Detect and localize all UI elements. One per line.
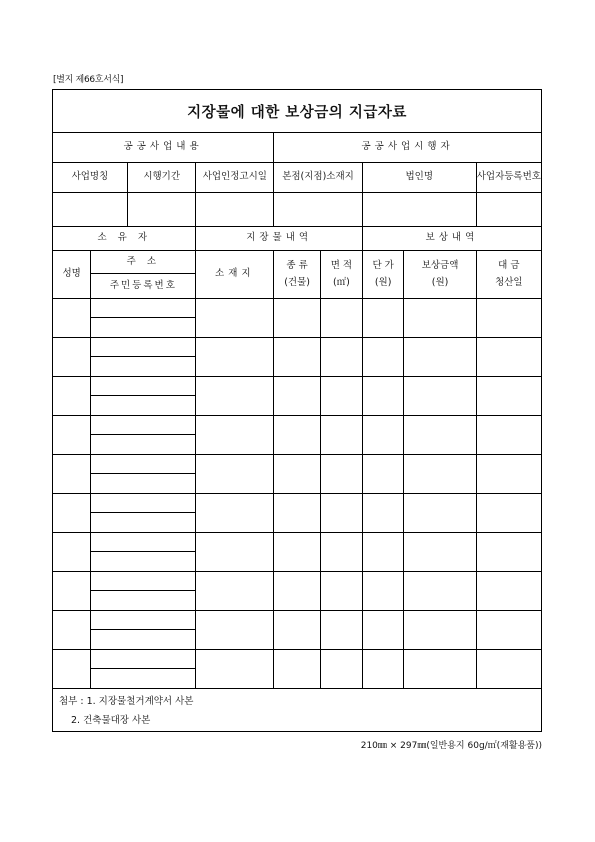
project-period-field[interactable]	[127, 192, 196, 226]
address-resident-cell	[91, 493, 196, 532]
record-row	[53, 493, 541, 532]
type-cell[interactable]	[274, 610, 321, 649]
address-resident-split	[91, 611, 195, 649]
amount-cell[interactable]	[404, 493, 476, 532]
address-resident-cell	[91, 532, 196, 571]
unit-price-cell[interactable]	[362, 610, 404, 649]
resident-no-field[interactable]	[91, 591, 195, 610]
record-row	[53, 532, 541, 571]
address-resident-split	[91, 299, 195, 337]
unit-price-cell[interactable]	[362, 454, 404, 493]
address-resident-split	[91, 494, 195, 532]
type-cell[interactable]	[274, 298, 321, 337]
amount-cell[interactable]	[404, 571, 476, 610]
type-header-line1: 종 류	[286, 260, 308, 272]
pay-date-cell[interactable]	[476, 454, 541, 493]
type-cell[interactable]	[274, 493, 321, 532]
area-cell[interactable]	[321, 610, 363, 649]
resident-no-field[interactable]	[91, 630, 195, 649]
unit-price-header-line2: (원)	[374, 276, 392, 288]
form-table	[53, 132, 541, 733]
record-row	[53, 298, 541, 337]
address-resident-split	[91, 533, 195, 571]
type-cell[interactable]	[274, 454, 321, 493]
unit-price-header	[362, 250, 404, 298]
address-resident-split	[91, 416, 195, 454]
public-project-content-header: 공공사업내용	[53, 132, 274, 162]
area-cell[interactable]	[321, 649, 363, 688]
record-row	[53, 649, 541, 688]
unit-price-cell[interactable]	[362, 298, 404, 337]
project-name-header: 사업명칭	[53, 162, 127, 192]
owner-address-field[interactable]	[91, 494, 195, 513]
address-resident-cell	[91, 298, 196, 337]
area-cell[interactable]	[321, 454, 363, 493]
address-resident-cell	[91, 649, 196, 688]
pay-date-cell[interactable]	[476, 337, 541, 376]
unit-price-cell[interactable]	[362, 532, 404, 571]
resident-no-field[interactable]	[91, 435, 195, 454]
area-header-line2: (㎡)	[332, 276, 350, 288]
amount-header	[404, 250, 476, 298]
location-cell[interactable]	[196, 298, 274, 337]
business-reg-no-header: 사업자등록번호	[476, 162, 541, 192]
record-row	[53, 571, 541, 610]
owner-address-field[interactable]	[91, 455, 195, 474]
record-row	[53, 376, 541, 415]
owner-name-cell[interactable]	[53, 493, 91, 532]
amount-cell[interactable]	[404, 610, 476, 649]
owner-name-cell[interactable]	[53, 415, 91, 454]
project-period-header: 시행기간	[127, 162, 196, 192]
area-header-line1: 면 적	[330, 260, 353, 272]
address-resident-cell	[91, 454, 196, 493]
amount-cell[interactable]	[404, 649, 476, 688]
form-title: 지장물에 대한 보상금의 지급자료	[187, 104, 407, 121]
address-header: 주 소	[126, 256, 161, 268]
record-row	[53, 454, 541, 493]
address-resident-cell	[91, 376, 196, 415]
attachments-note	[53, 688, 541, 733]
owner-address-field[interactable]	[91, 377, 195, 396]
type-header-line2: (건물)	[284, 276, 310, 288]
owner-name-cell[interactable]	[53, 610, 91, 649]
owner-address-field[interactable]	[91, 611, 195, 630]
address-resident-split	[91, 377, 195, 415]
title-row	[53, 90, 541, 133]
unit-price-cell[interactable]	[362, 571, 404, 610]
unit-price-cell[interactable]	[362, 376, 404, 415]
obstacle-section-header: 지장물내역	[196, 226, 362, 250]
approval-date-field[interactable]	[196, 192, 274, 226]
type-cell[interactable]	[274, 649, 321, 688]
pay-date-cell[interactable]	[476, 415, 541, 454]
unit-price-cell[interactable]	[362, 649, 404, 688]
area-cell[interactable]	[321, 337, 363, 376]
amount-cell[interactable]	[404, 337, 476, 376]
resident-no-field[interactable]	[91, 474, 195, 493]
unit-price-cell[interactable]	[362, 415, 404, 454]
hq-location-field[interactable]	[274, 192, 363, 226]
amount-cell[interactable]	[404, 298, 476, 337]
unit-price-cell[interactable]	[362, 493, 404, 532]
record-row	[53, 415, 541, 454]
type-cell[interactable]	[274, 532, 321, 571]
address-resident-split	[91, 572, 195, 610]
location-header: 소재지	[196, 250, 274, 298]
amount-header-line2: (원)	[431, 276, 449, 288]
area-cell[interactable]	[321, 532, 363, 571]
type-cell[interactable]	[274, 415, 321, 454]
owner-name-cell[interactable]	[53, 571, 91, 610]
corporation-name-header: 법인명	[362, 162, 476, 192]
address-resident-split	[91, 455, 195, 493]
pay-date-cell[interactable]	[476, 532, 541, 571]
area-cell[interactable]	[321, 493, 363, 532]
owner-address-field[interactable]	[91, 338, 195, 357]
owner-name-cell[interactable]	[53, 454, 91, 493]
owner-address-field[interactable]	[91, 533, 195, 552]
owner-name-cell[interactable]	[53, 649, 91, 688]
location-cell[interactable]	[196, 376, 274, 415]
resident-no-field[interactable]	[91, 669, 195, 688]
form-number-label: [별지 제66호서식]	[53, 75, 124, 85]
location-cell[interactable]	[196, 415, 274, 454]
area-cell[interactable]	[321, 571, 363, 610]
resident-no-field[interactable]	[91, 396, 195, 415]
type-cell[interactable]	[274, 571, 321, 610]
address-resident-cell	[91, 610, 196, 649]
amount-cell[interactable]	[404, 454, 476, 493]
pay-date-cell[interactable]	[476, 571, 541, 610]
address-resident-split	[91, 650, 195, 688]
type-header	[274, 250, 321, 298]
amount-header-line1: 보상금액	[421, 260, 459, 272]
unit-price-cell[interactable]	[362, 337, 404, 376]
pay-date-cell[interactable]	[476, 649, 541, 688]
public-project-operator-header: 공공사업시행자	[274, 132, 541, 162]
amount-cell[interactable]	[404, 415, 476, 454]
type-cell[interactable]	[274, 337, 321, 376]
address-resident-split	[91, 338, 195, 376]
resident-no-field[interactable]	[91, 552, 195, 571]
location-cell[interactable]	[196, 493, 274, 532]
compensation-section-header: 보상내역	[362, 226, 541, 250]
paper-spec-footer: 210㎜ × 297㎜(일반용지 60g/㎡(재활용품))	[360, 741, 542, 751]
project-name-field[interactable]	[53, 192, 127, 226]
pay-date-cell[interactable]	[476, 298, 541, 337]
location-cell[interactable]	[196, 454, 274, 493]
location-cell[interactable]	[196, 610, 274, 649]
owner-address-field[interactable]	[91, 416, 195, 435]
corporation-name-field[interactable]	[362, 192, 476, 226]
amount-cell[interactable]	[404, 532, 476, 571]
owner-name-cell[interactable]	[53, 376, 91, 415]
location-cell[interactable]	[196, 337, 274, 376]
owner-address-field[interactable]	[91, 299, 195, 318]
approval-date-header: 사업인정고시일	[196, 162, 274, 192]
pay-date-header	[476, 250, 541, 298]
address-resident-header	[91, 251, 195, 298]
attachment-line-2: 2. 건축물대장 사본	[71, 714, 151, 726]
owner-address-field[interactable]	[91, 572, 195, 591]
resident-no-header: 주민등록번호	[91, 274, 195, 298]
resident-no-field[interactable]	[91, 513, 195, 532]
record-row	[53, 337, 541, 376]
area-cell[interactable]	[321, 415, 363, 454]
pay-date-header-line2: 청산일	[495, 276, 523, 288]
address-resident-cell	[91, 415, 196, 454]
name-header: 성명	[53, 250, 91, 298]
address-resident-cell	[91, 571, 196, 610]
location-cell[interactable]	[196, 532, 274, 571]
unit-price-header-line1: 단 가	[372, 260, 394, 272]
business-reg-no-field[interactable]	[476, 192, 541, 226]
amount-cell[interactable]	[404, 376, 476, 415]
record-row	[53, 610, 541, 649]
owner-address-field[interactable]	[91, 650, 195, 669]
area-cell[interactable]	[321, 298, 363, 337]
resident-no-field[interactable]	[91, 357, 195, 376]
owner-name-cell[interactable]	[53, 532, 91, 571]
location-cell[interactable]	[196, 649, 274, 688]
pay-date-header-line1: 대 금	[498, 260, 520, 272]
pay-date-cell[interactable]	[476, 376, 541, 415]
area-cell[interactable]	[321, 376, 363, 415]
location-cell[interactable]	[196, 571, 274, 610]
form-frame	[52, 89, 542, 732]
address-resident-cell	[91, 337, 196, 376]
type-cell[interactable]	[274, 376, 321, 415]
owner-section-header: 소 유 자	[53, 226, 196, 250]
pay-date-cell[interactable]	[476, 610, 541, 649]
area-header	[321, 250, 363, 298]
hq-location-header: 본점(지점)소재지	[274, 162, 363, 192]
owner-name-cell[interactable]	[53, 337, 91, 376]
resident-no-field[interactable]	[91, 318, 195, 337]
owner-name-cell[interactable]	[53, 298, 91, 337]
attachment-line-1: 첨부 : 1. 지장물철거계약서 사본	[59, 695, 194, 707]
pay-date-cell[interactable]	[476, 493, 541, 532]
